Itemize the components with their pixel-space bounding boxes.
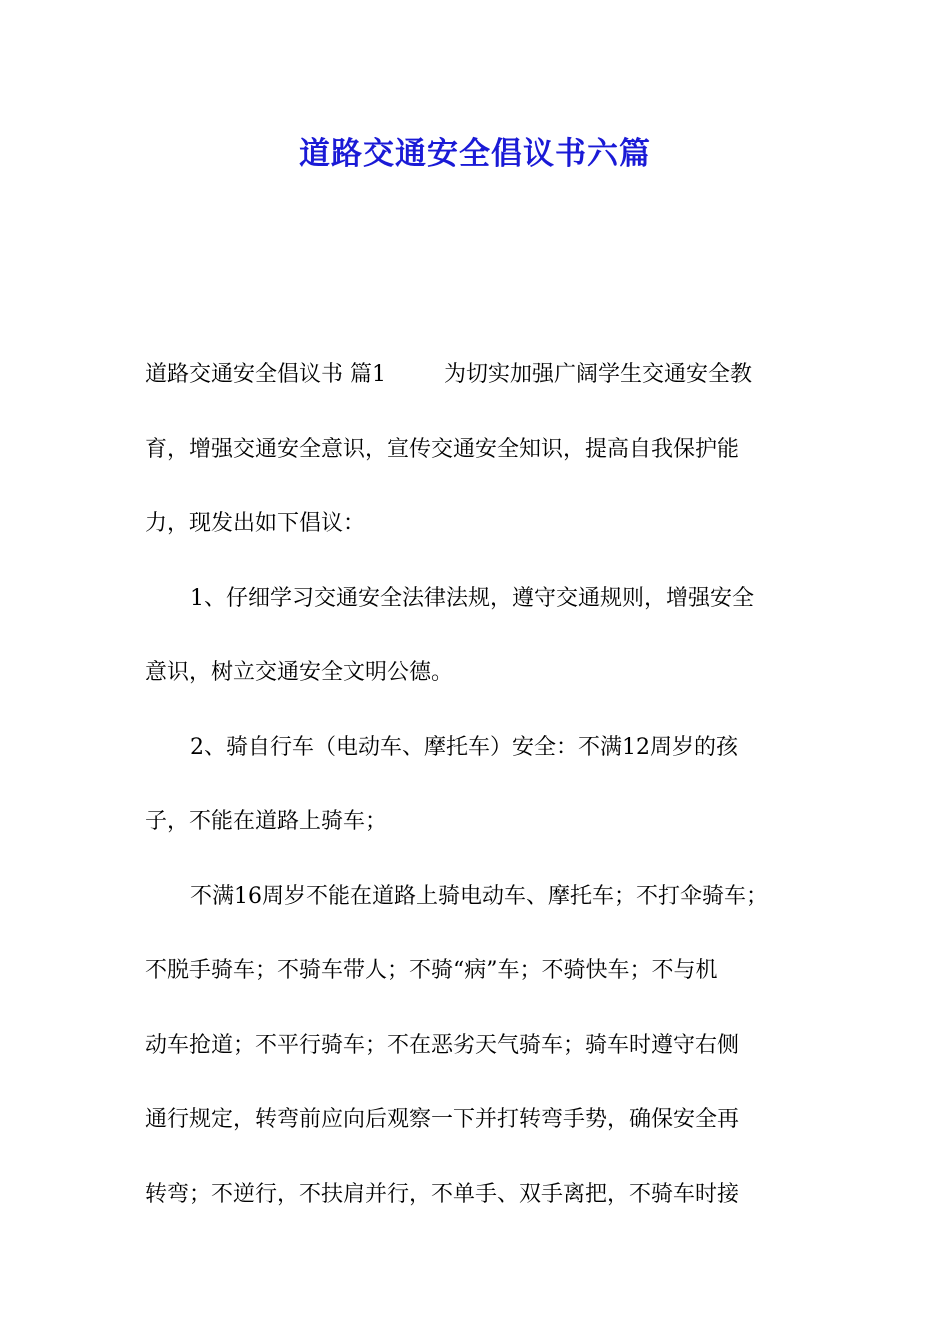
text-line-10: 动车抢道；不平行骑车；不在恶劣天气骑车；骑车时遵守右侧 xyxy=(145,1032,740,1058)
document-title: 道路交通安全倡议书六篇 xyxy=(299,136,651,172)
text-line-7: 子，不能在道路上骑车； xyxy=(145,809,388,834)
text-line-12: 转弯；不逆行，不扶肩并行，不单手、双手离把，不骑车时接 xyxy=(145,1181,740,1207)
text-line-2: 育，增强交通安全意识，宣传交通安全知识，提高自我保护能 xyxy=(145,436,740,462)
text-line-5: 意识，树立交通安全文明公德。 xyxy=(145,660,454,685)
text-line-1 xyxy=(145,338,817,413)
paragraph-intro-start: 为切实加强广阔学生交通安全教 xyxy=(444,362,753,387)
text-line-8: 不满16周岁不能在道路上骑电动车、摩托车；不打伞骑车； xyxy=(190,883,768,909)
text-line-9: 不脱手骑车；不骑车带人；不骑“病”车；不骑快车；不与机 xyxy=(145,958,718,983)
text-line-11: 通行规定，转弯前应向后观察一下并打转弯手势，确保安全再 xyxy=(145,1107,740,1132)
text-line-6: 2、骑自行车（电动车、摩托车）安全：不满12周岁的孩 xyxy=(190,734,738,760)
text-line-4: 1、仔细学习交通安全法律法规，遵守交通规则，增强安全 xyxy=(190,585,754,611)
document-body xyxy=(145,338,817,1232)
text-line-3: 力，现发出如下倡议： xyxy=(145,511,366,536)
section-heading: 道路交通安全倡议书 篇1 xyxy=(145,362,386,387)
